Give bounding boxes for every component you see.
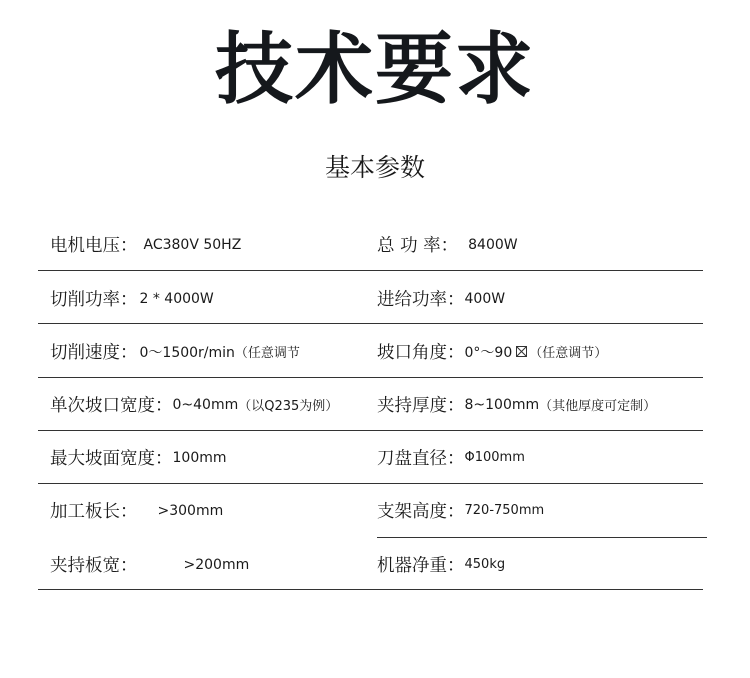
row-divider [38,323,703,324]
spec-row [0,272,750,325]
spec-row [0,484,750,537]
spec-value: 720-750mm [464,503,545,518]
spec-label: 单次坡口宽度： [50,396,173,416]
spec-note: （其他厚度可定制） [539,399,657,414]
page-title: 技术要求 [214,25,535,115]
spec-value: 0～1500r/min [139,344,235,361]
row-divider [38,589,703,590]
spec-value: 100mm [172,449,227,466]
spec-label: 最大坡面宽度： [50,449,173,469]
spec-value: 2 * 4000W [139,290,214,307]
spec-row [0,431,750,484]
spec-value: 8~100mm [464,396,540,413]
row-divider [38,270,703,271]
spec-label: 电机电压： [50,236,138,256]
spec-value: AC380V 50HZ [143,236,242,253]
spec-row [0,538,750,591]
spec-note: （任意调节） [529,346,608,361]
spec-label: 进给功率： [377,290,465,310]
missing-glyph-icon [516,346,527,357]
spec-value: 450kg [464,557,506,572]
spec-note: （以Q235为例） [238,399,339,414]
spec-label: 机器净重： [377,556,465,576]
spec-label: 切削功率： [50,290,138,310]
spec-label: 刀盘直径： [377,449,465,469]
spec-label: 夹持板宽： [50,556,138,576]
section-subtitle: 基本参数 [324,153,425,182]
spec-value: >200mm [183,556,250,573]
spec-label: 坡口角度： [377,343,465,363]
spec-label: 切削速度： [50,343,138,363]
spec-value: 0~40mm [172,396,239,413]
spec-note: （任意调节 [234,346,300,361]
spec-label: 支架高度： [377,502,465,522]
spec-label: 总 功 率： [377,236,459,256]
spec-row [0,218,750,271]
spec-label: 加工板长： [50,502,138,522]
spec-value: 0°～90 [464,344,513,361]
spec-value: >300mm [157,502,224,519]
spec-value: 400W [464,290,506,307]
spec-label: 夹持厚度： [377,396,465,416]
spec-value: Φ100mm [464,450,525,465]
spec-value: 8400W [468,236,518,253]
spec-row [0,378,750,431]
spec-row [0,325,750,378]
